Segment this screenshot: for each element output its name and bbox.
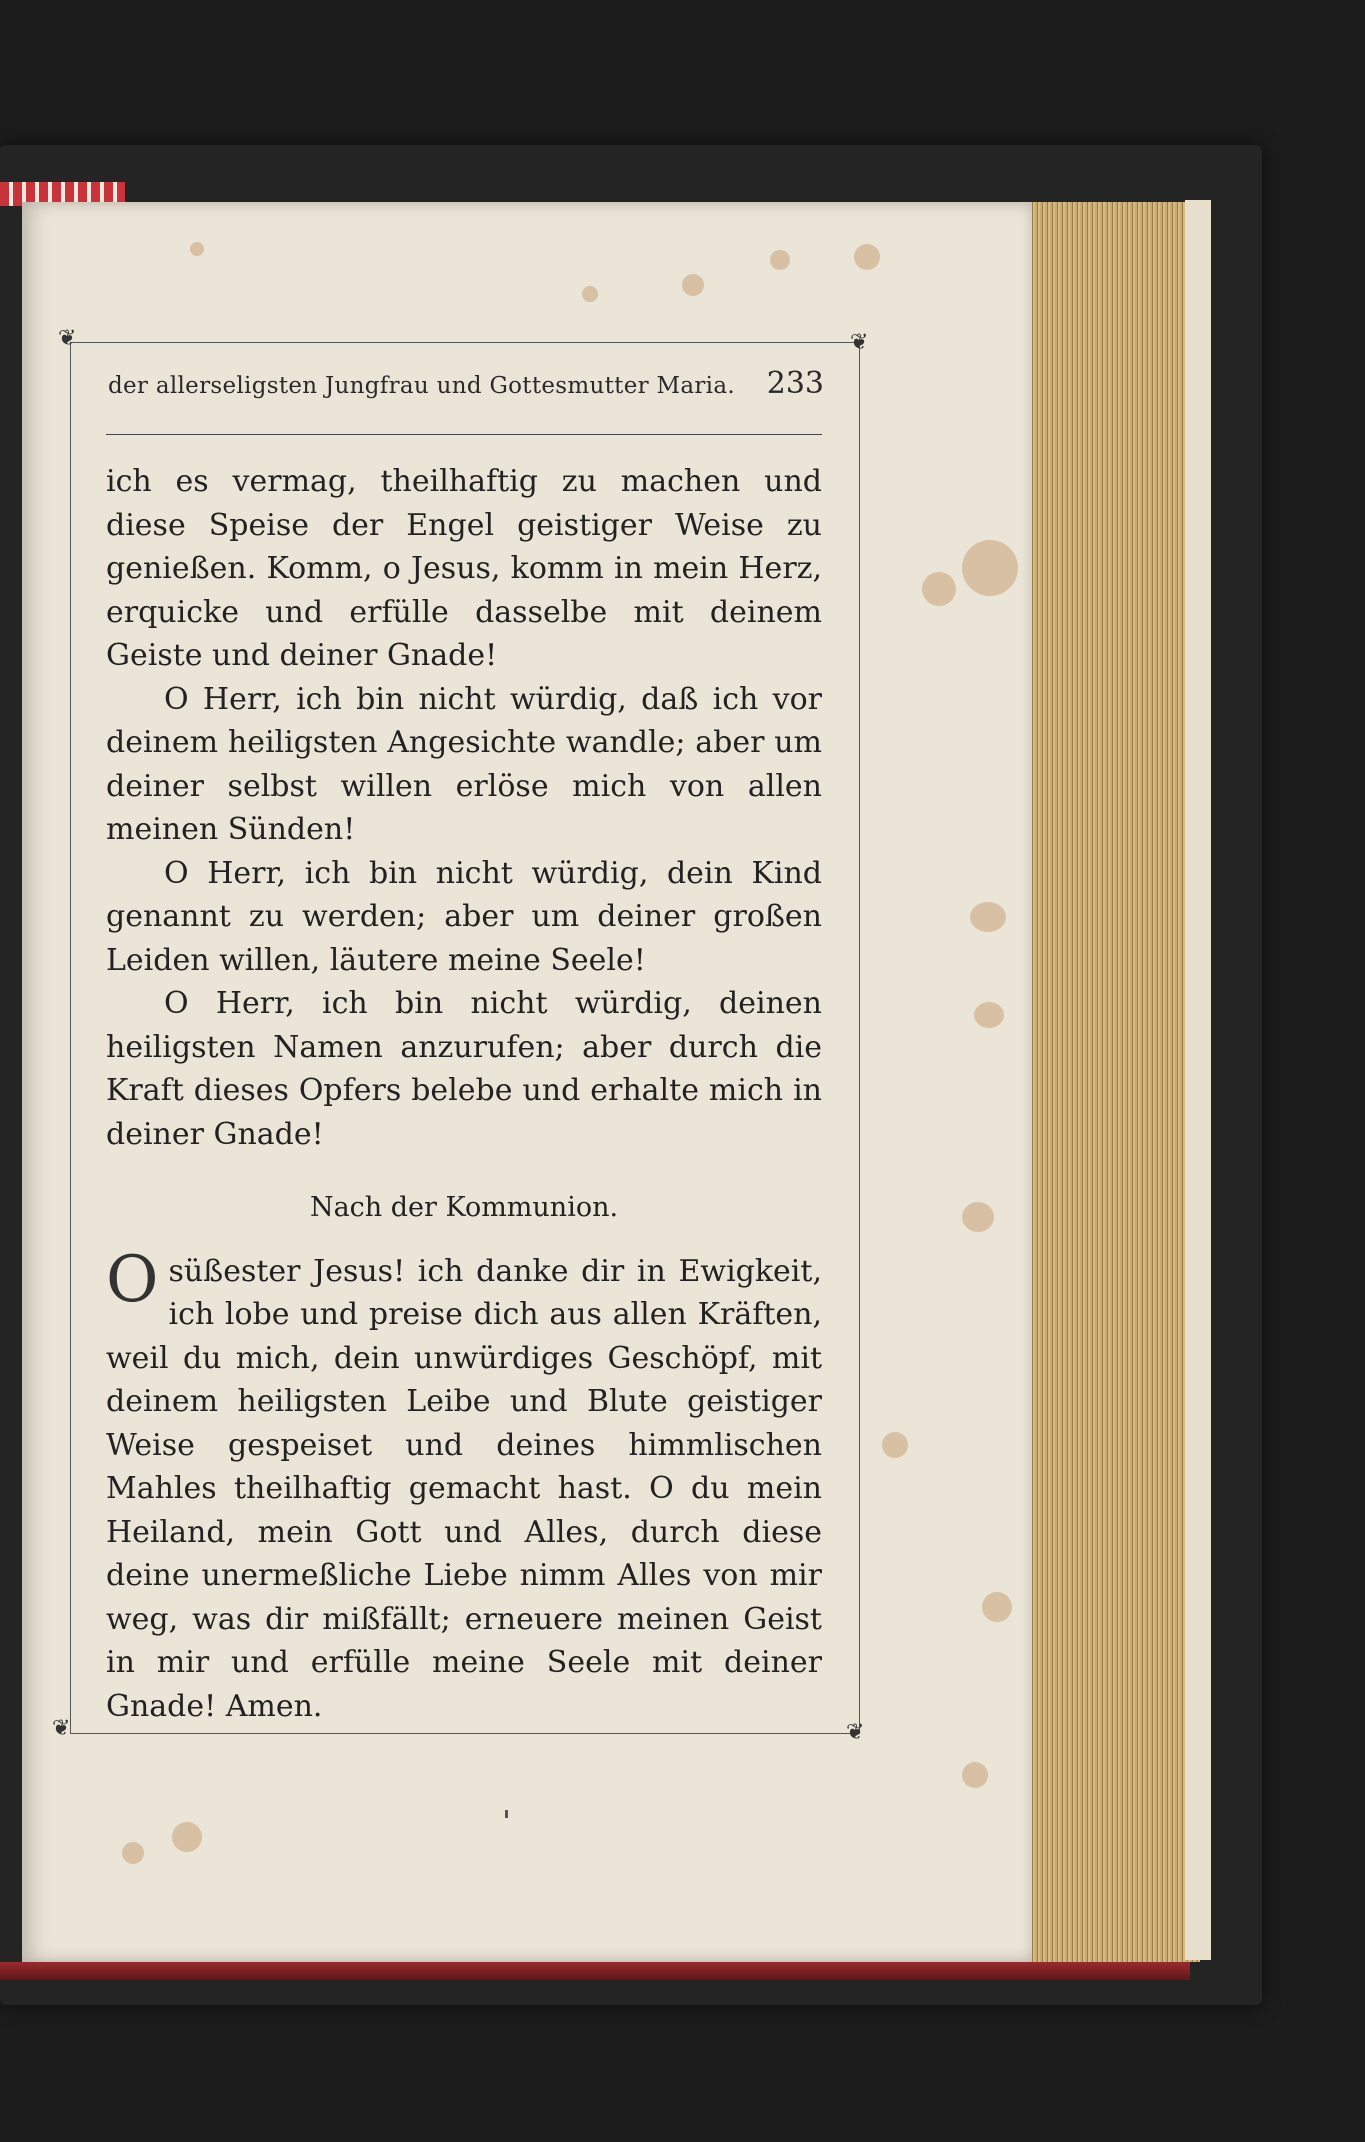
page-edges-outer [1185, 200, 1211, 1960]
foxing-spot [854, 244, 880, 270]
paragraph: ich es vermag, theilhaftig zu machen und diese Speise der Engel geistiger Weise zu genießen. Komm, o Jesus, komm in mein Herz, erquicke und erfülle dasselbe mit deinem Geiste und deiner Gnade! [106, 464, 822, 673]
running-header [108, 366, 824, 406]
foxing-spot [962, 1202, 994, 1232]
foxing-spot [122, 1842, 144, 1864]
paragraph: O Herr, ich bin nicht würdig, dein Kind genannt zu werden; aber um deiner großen Leiden willen, läutere meine Seele! [106, 855, 822, 978]
page-edges [1030, 202, 1200, 1962]
foxing-spot [682, 274, 704, 296]
corner-ornament-icon: ❦ [52, 1716, 71, 1741]
foxing-spot [582, 286, 598, 302]
paragraph: O Herr, ich bin nicht würdig, daß ich vor deinem heiligsten Angesichte wandle; aber um deiner selbst willen erlöse mich von allen meinen Sünden! [106, 681, 822, 847]
corner-ornament-icon: ❦ [850, 330, 869, 355]
header-rule [106, 434, 822, 435]
foxing-spot [882, 1432, 908, 1458]
foxing-spot [974, 1002, 1004, 1028]
foxing-spot [982, 1592, 1012, 1622]
page-number: 233 [766, 366, 824, 401]
foxing-spot [190, 242, 204, 256]
foxing-spot [770, 250, 790, 270]
drop-cap: O [106, 1242, 159, 1317]
page-mark [505, 1810, 508, 1818]
final-paragraph-text: süßester Jesus! ich danke dir in Ewigkeit, ich lobe und preise dich aus allen Kräften, weil du mich, dein unwürdiges Geschöpf, mit deinem heiligsten Leibe und Blute geistiger Weise gespeiset und deines himmlischen Mahles theilhaftig gemacht hast. O du mein Heiland, mein Gott und Alles, durch diese deine unermeßliche Liebe nimm Alles von mir weg, was dir mißfällt; erneuere meinen Geist in mir und erfülle meine Seele mit deiner Gnade! Amen. [106, 1253, 822, 1724]
foxing-spot [172, 1822, 202, 1852]
running-title: der allerseligsten Jungfrau und Gottesmutter Maria. [108, 373, 735, 399]
foxing-spot [962, 1762, 988, 1788]
paragraph: O Herr, ich bin nicht würdig, deinen heiligsten Namen anzurufen; aber durch die Kraft dieses Opfers belebe und erhalte mich in deiner Gnade! [106, 986, 822, 1152]
corner-ornament-icon: ❦ [846, 1720, 865, 1745]
final-paragraph [106, 1242, 822, 1729]
section-heading: Nach der Kommunion. [309, 1192, 619, 1223]
foxing-spot [922, 572, 956, 606]
page-body [106, 460, 822, 1728]
foxing-spot [962, 540, 1018, 596]
book-bottom-edge [0, 1962, 1190, 1980]
corner-ornament-icon: ❦ [58, 326, 77, 351]
foxing-spot [970, 902, 1006, 932]
